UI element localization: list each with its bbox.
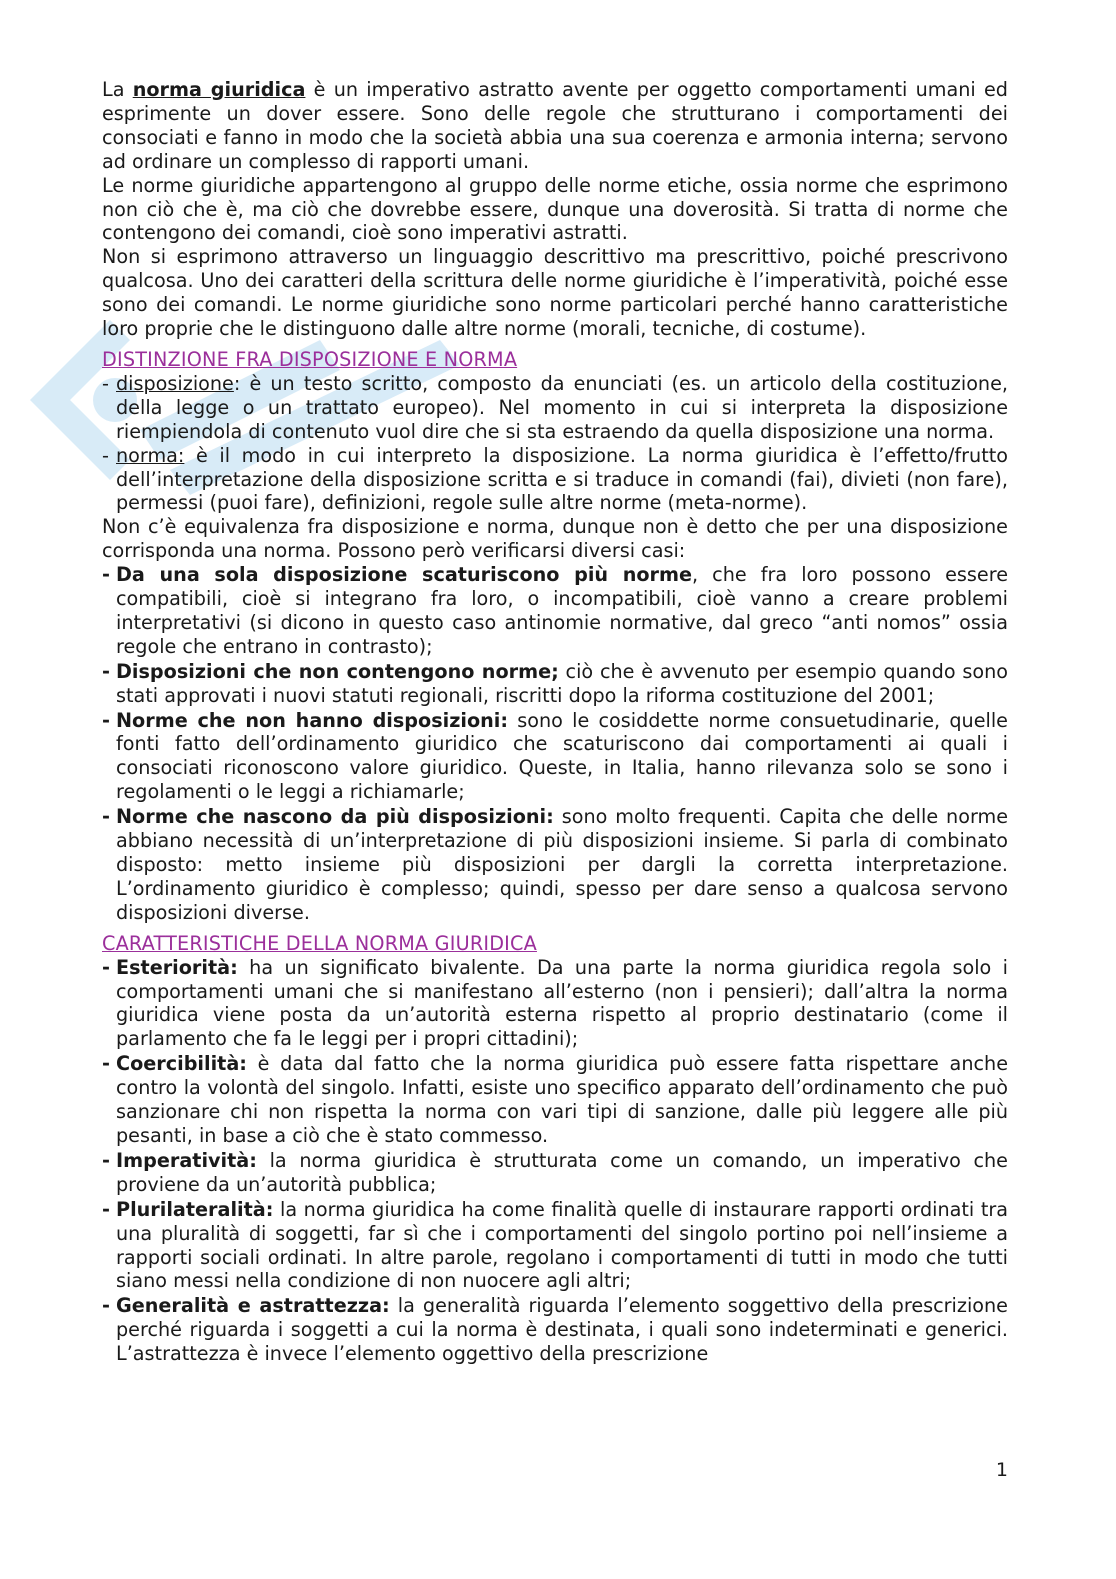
cases-list bbox=[102, 563, 1008, 925]
definition-text: è il modo in cui interpreto la disposizione. La norma giuridica è l’effetto/frutto dell’interpretazione della disposizione scritta e si traduce in comandi (fai), divieti (non fare), permessi (puoi fare), definizioni, regole sulle altre norme (meta-norme). bbox=[116, 443, 1008, 515]
case-item bbox=[102, 805, 1008, 925]
page-number: 1 bbox=[995, 1459, 1008, 1481]
definition-item bbox=[102, 372, 1008, 444]
characteristic-item bbox=[102, 1052, 1008, 1148]
characteristic-text: la generalità riguarda l’elemento soggettivo della prescrizione perché riguarda i soggetti a cui la norma è destinata, i quali sono indeterminati e generici. L’astrattezza è invece l’elemento oggettivo della prescrizione bbox=[116, 1294, 1008, 1366]
characteristic-lead: Coercibilità: bbox=[116, 1052, 247, 1076]
characteristic-text: la norma giuridica è strutturata come un comando, un imperativo che proviene da un’autorità pubblica; bbox=[116, 1148, 1008, 1196]
case-item bbox=[102, 709, 1008, 805]
intro-term: norma giuridica bbox=[132, 78, 306, 101]
case-item bbox=[102, 563, 1008, 659]
characteristic-text: è data dal fatto che la norma giuridica può essere fatta rispettare anche contro la volontà del singolo. Infatti, esiste uno specifico apparato dell’ordinamento che può sanzionare chi non rispetta la norma con vari tipi di sanzione, dalle più leggere alle più pesanti, in base a ciò che è stato commesso. bbox=[116, 1052, 1008, 1147]
document-body bbox=[102, 78, 1008, 1366]
section-heading-caratteristiche: CARATTERISTICHE DELLA NORMA GIURIDICA bbox=[102, 931, 537, 955]
characteristic-text: la norma giuridica ha come finalità quelle di instaurare rapporti ordinati tra una pluralità di soggetti, far sì che i comportamenti del singolo portino poi nell’insieme a rapporti sociali ordinati. In altre parole, regolano i comportamenti di tutti in modo che tutti siano messi nella condizione di non nuocere agli altri; bbox=[116, 1197, 1008, 1293]
intro-word-before: La bbox=[102, 78, 125, 101]
case-lead: Disposizioni che non contengono norme; bbox=[116, 659, 559, 683]
case-text: , che fra loro possono essere compatibili, cioè si integrano fra loro, o incompatibili, cioè vanno a creare problemi interpretativi (si dicono in questo caso antinomie normative, dal greco “anti nomos” ossia regole che entrano in contrasto); bbox=[116, 563, 1009, 658]
definition-term: disposizione bbox=[116, 371, 234, 395]
case-text: sono molto frequenti. Capita che delle norme abbiano necessità di un’interpretazione di più disposizioni insieme. Si parla di combinato disposto: metto insieme più disposizioni per dargli la corretta interpretazione. L’ordinamento giuridico è complesso; quindi, spesso per dare senso a qualcosa servono disposizioni diverse. bbox=[116, 805, 1008, 924]
case-lead: Da una sola disposizione scaturiscono più norme bbox=[116, 563, 693, 587]
case-lead: Norme che non hanno disposizioni: bbox=[116, 708, 509, 732]
paragraph-3: Non si esprimono attraverso un linguaggio descrittivo ma prescrittivo, poiché prescrivono qualcosa. Uno dei caratteri della scrittura delle norme giuridiche è l’imperatività, poiché esse sono dei comandi. Le norme giuridiche sono norme particolari perché hanno caratteristiche loro proprie che le distinguono dalle altre norme (morali, tecniche, di costume). bbox=[102, 245, 1008, 341]
intro-paragraph bbox=[102, 78, 1008, 174]
characteristic-lead: Plurilateralità: bbox=[116, 1197, 274, 1221]
characteristic-item bbox=[102, 1149, 1008, 1197]
paragraph-4: Non c’è equivalenza fra disposizione e norma, dunque non è detto che per una disposizione corrisponda una norma. Possono però verificarsi diversi casi: bbox=[102, 515, 1008, 563]
case-text: ciò che è avvenuto per esempio quando sono stati approvati i nuovi statuti regionali, riscritti dopo la riforma costituzione del 2001; bbox=[116, 659, 1009, 707]
case-item bbox=[102, 660, 1008, 708]
characteristic-text: ha un significato bivalente. Da una parte la norma giuridica regola solo i comportamenti umani che si manifestano all’esterno (non i pensieri); dall’altra la norma giuridica viene posta da un’autorità esterna rispetto al proprio destinatario (come il parlamento che fa le leggi per i propri cittadini); bbox=[116, 955, 1008, 1051]
characteristic-lead: Imperatività: bbox=[116, 1148, 257, 1172]
intro-text: è un imperativo astratto avente per oggetto comportamenti umani ed esprimente un dover essere. Sono delle regole che strutturano i comportamenti dei consociati e fanno in modo che la società abbia una sua coerenza e armonia interna; servono ad ordinare un complesso di rapporti umani. bbox=[102, 78, 1008, 173]
definition-list bbox=[102, 372, 1008, 515]
characteristic-item bbox=[102, 1294, 1008, 1366]
paragraph-2: Le norme giuridiche appartengono al gruppo delle norme etiche, ossia norme che esprimono non ciò che è, ma ciò che dovrebbe essere, dunque una doverosità. Si tratta di norme che contengono dei comandi, cioè sono imperativi astratti. bbox=[102, 173, 1008, 245]
characteristics-list bbox=[102, 956, 1008, 1366]
characteristic-lead: Esteriorità: bbox=[116, 955, 238, 979]
characteristic-item bbox=[102, 1198, 1008, 1294]
characteristic-lead: Generalità e astrattezza: bbox=[116, 1294, 390, 1318]
definition-text: è un testo scritto, composto da enunciati (es. un articolo della costituzione, della legge o un trattato europeo). Nel momento in cui si interpreta la disposizione riempiendola di contenuto vuol dire che si sta estraendo da quella disposizione una norma. bbox=[116, 371, 1008, 443]
case-text: sono le cosiddette norme consuetudinarie, quelle fonti fatto dell’ordinamento giuridico che scaturiscono dai comportamenti ai quali i consociati riconoscono valore giuridico. Queste, in Italia, hanno rilevanza solo se sono i regolamenti o le leggi a richiamarle; bbox=[116, 708, 1008, 804]
definition-term: norma: bbox=[116, 443, 185, 467]
definition-item bbox=[102, 444, 1008, 516]
characteristic-item bbox=[102, 956, 1008, 1052]
case-lead: Norme che nascono da più disposizioni: bbox=[116, 805, 554, 829]
section-heading-distinzione: DISTINZIONE FRA DISPOSIZIONE E NORMA bbox=[102, 347, 518, 371]
definition-sep: : bbox=[233, 371, 241, 395]
